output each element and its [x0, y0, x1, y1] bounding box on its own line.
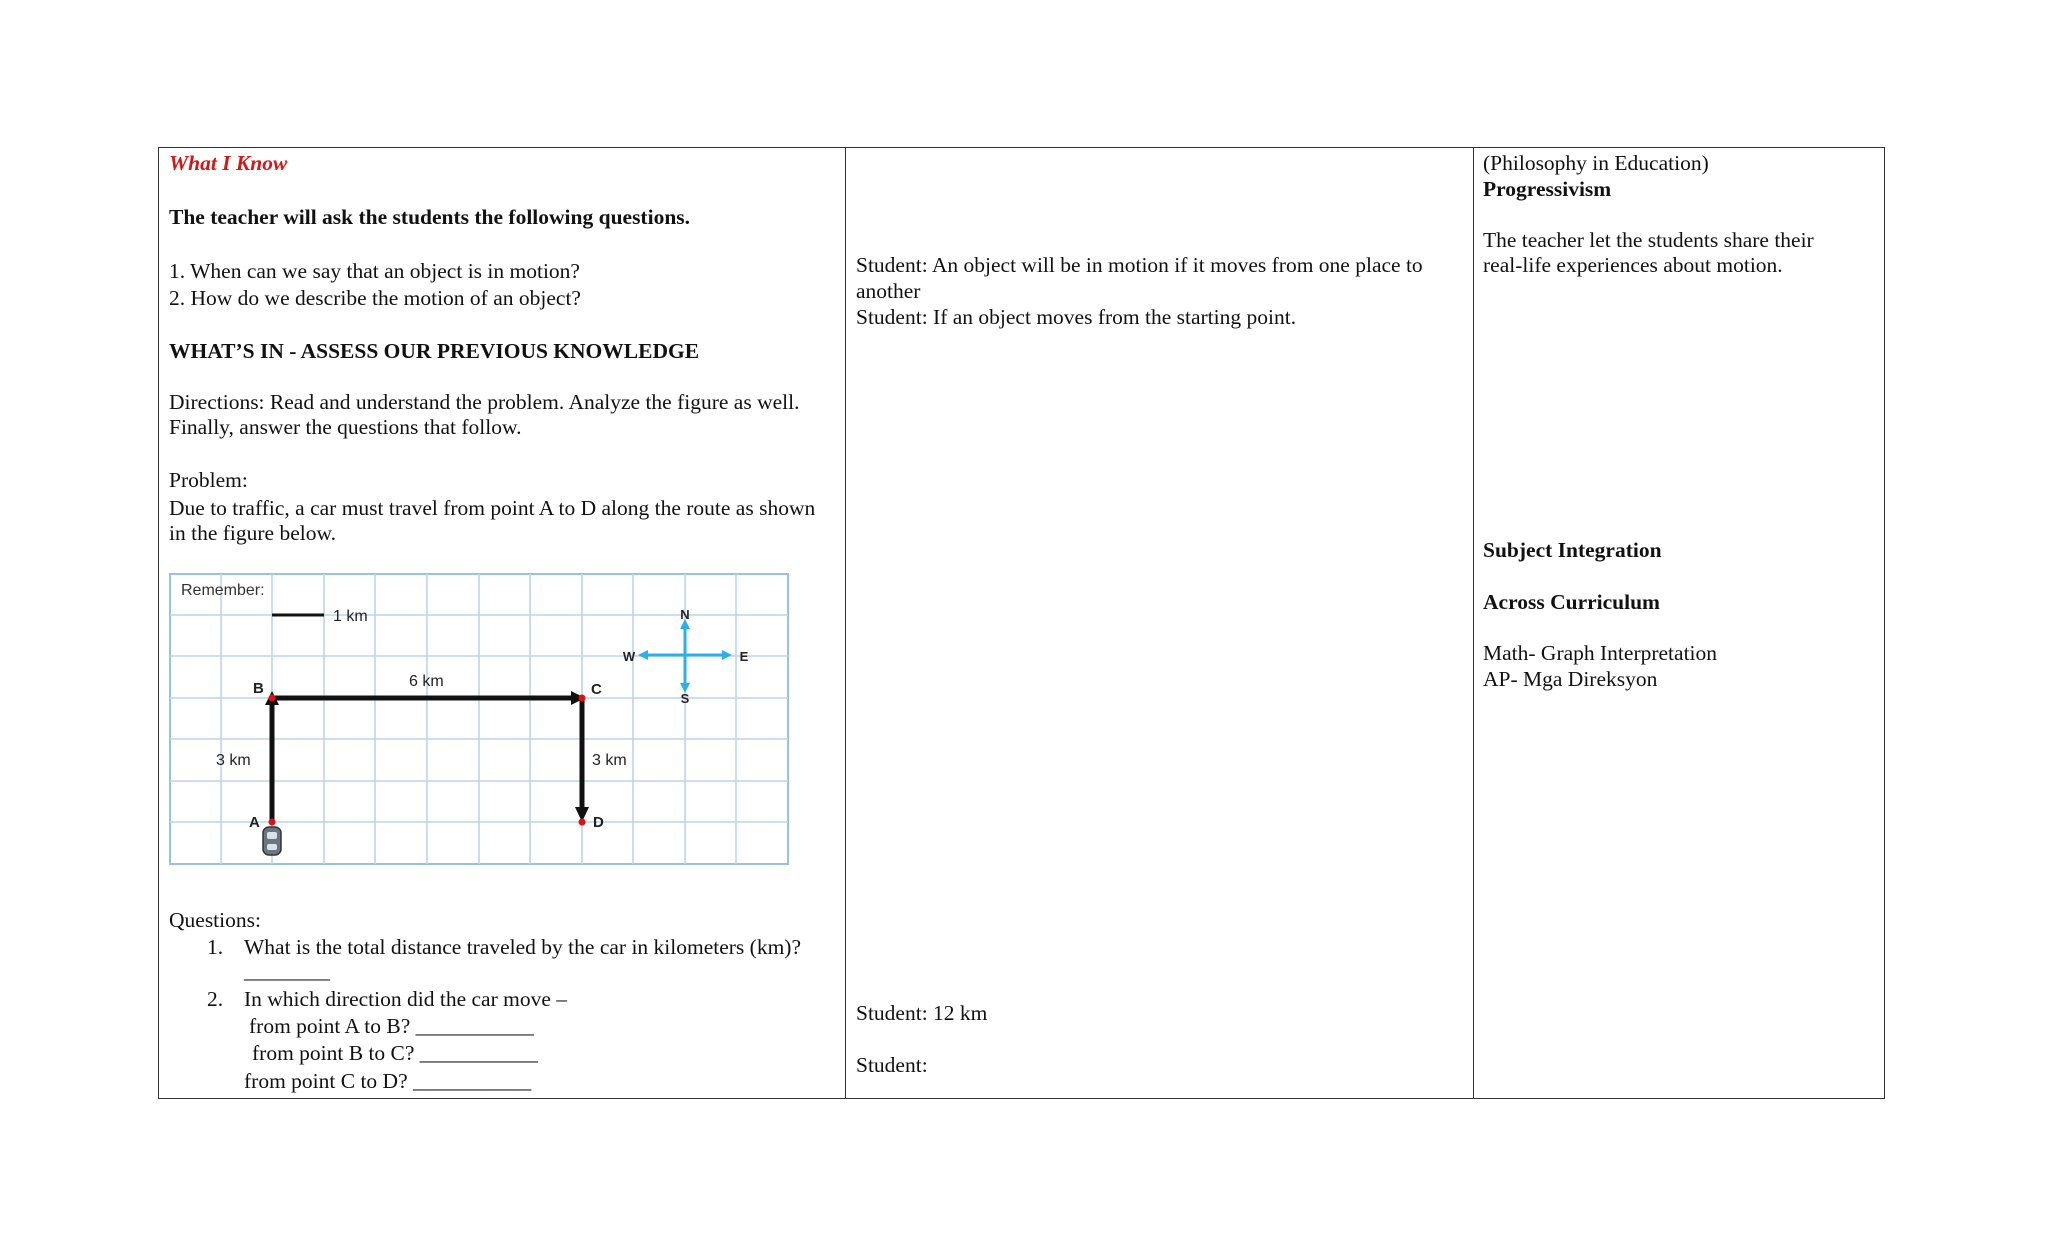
- point-b-label: B: [253, 680, 264, 697]
- student-answer-4: Student:: [856, 1053, 928, 1077]
- question-2-bc: from point B to C? ___________: [252, 1041, 539, 1065]
- south-label: S: [680, 691, 690, 706]
- point-b-marker: [269, 695, 276, 702]
- student-answer-1-cont: another: [856, 279, 921, 303]
- across-curriculum-heading: Across Curriculum: [1483, 590, 1660, 614]
- ap-integration: AP- Mga Direksyon: [1483, 667, 1658, 691]
- point-a-marker: [269, 819, 276, 826]
- problem-text-2: in the figure below.: [169, 521, 336, 545]
- question-1: What is the total distance traveled by the car in kilometers (km)?: [244, 935, 802, 959]
- motion-question-1: 1. When can we say that an object is in motion?: [169, 259, 580, 283]
- problem-label: Problem:: [169, 468, 248, 492]
- progressivism-desc: The teacher let the students share their: [1483, 228, 1814, 252]
- progressivism-heading: Progressivism: [1483, 177, 1612, 201]
- progressivism-desc-2: real-life experiences about motion.: [1483, 253, 1783, 277]
- section-title: What I Know: [169, 151, 288, 175]
- distance-label-6km: 6 km: [409, 673, 444, 690]
- question-1-number: 1.: [207, 935, 224, 959]
- question-2-cd: from point C to D? ___________: [244, 1069, 532, 1093]
- student-answer-2: Student: If an object moves from the starting point.: [856, 305, 1297, 329]
- question-2: In which direction did the car move –: [244, 987, 567, 1011]
- scale-label: 1 km: [333, 608, 368, 625]
- teacher-activity-column: [159, 148, 845, 1098]
- directions-text: Directions: Read and understand the problem. Analyze the figure as well.: [169, 390, 800, 414]
- remarks-column: [1473, 148, 1886, 1098]
- whats-in-heading: WHAT’S IN - ASSESS OUR PREVIOUS KNOWLEDGE: [169, 339, 700, 363]
- question-2-number: 2.: [207, 987, 224, 1011]
- philosophy-label: (Philosophy in Education): [1483, 151, 1709, 175]
- student-answer-1: Student: An object will be in motion if it moves from one place to: [856, 253, 1423, 277]
- point-d-label: D: [593, 814, 604, 831]
- distance-label-3km-left: 3 km: [216, 752, 251, 769]
- student-answer-3: Student: 12 km: [856, 1001, 988, 1025]
- point-d-marker: [579, 819, 586, 826]
- point-a-label: A: [249, 814, 260, 831]
- point-c-label: C: [591, 681, 602, 698]
- distance-label-3km-right: 3 km: [592, 752, 627, 769]
- east-label: E: [739, 649, 749, 664]
- motion-question-2: 2. How do we describe the motion of an object?: [169, 286, 581, 310]
- subject-integration-heading: Subject Integration: [1483, 538, 1662, 562]
- math-integration: Math- Graph Interpretation: [1483, 641, 1718, 665]
- question-2-ab: from point A to B? ___________: [249, 1014, 534, 1038]
- questions-label: Questions:: [169, 908, 261, 932]
- problem-text: Due to traffic, a car must travel from point A to D along the route as shown: [169, 496, 816, 520]
- west-label: W: [622, 649, 636, 664]
- teacher-intro: The teacher will ask the students the following questions.: [169, 205, 691, 229]
- remember-label: Remember:: [181, 582, 265, 599]
- north-label: N: [680, 607, 690, 622]
- lesson-plan-table: [158, 147, 1885, 1099]
- directions-text-2: Finally, answer the questions that follow.: [169, 415, 522, 439]
- question-1-blank: ________: [244, 959, 330, 983]
- student-response-column: [845, 148, 1473, 1098]
- car-icon: [263, 827, 281, 855]
- point-c-marker: [579, 695, 586, 702]
- route-grid-figure: [169, 573, 789, 865]
